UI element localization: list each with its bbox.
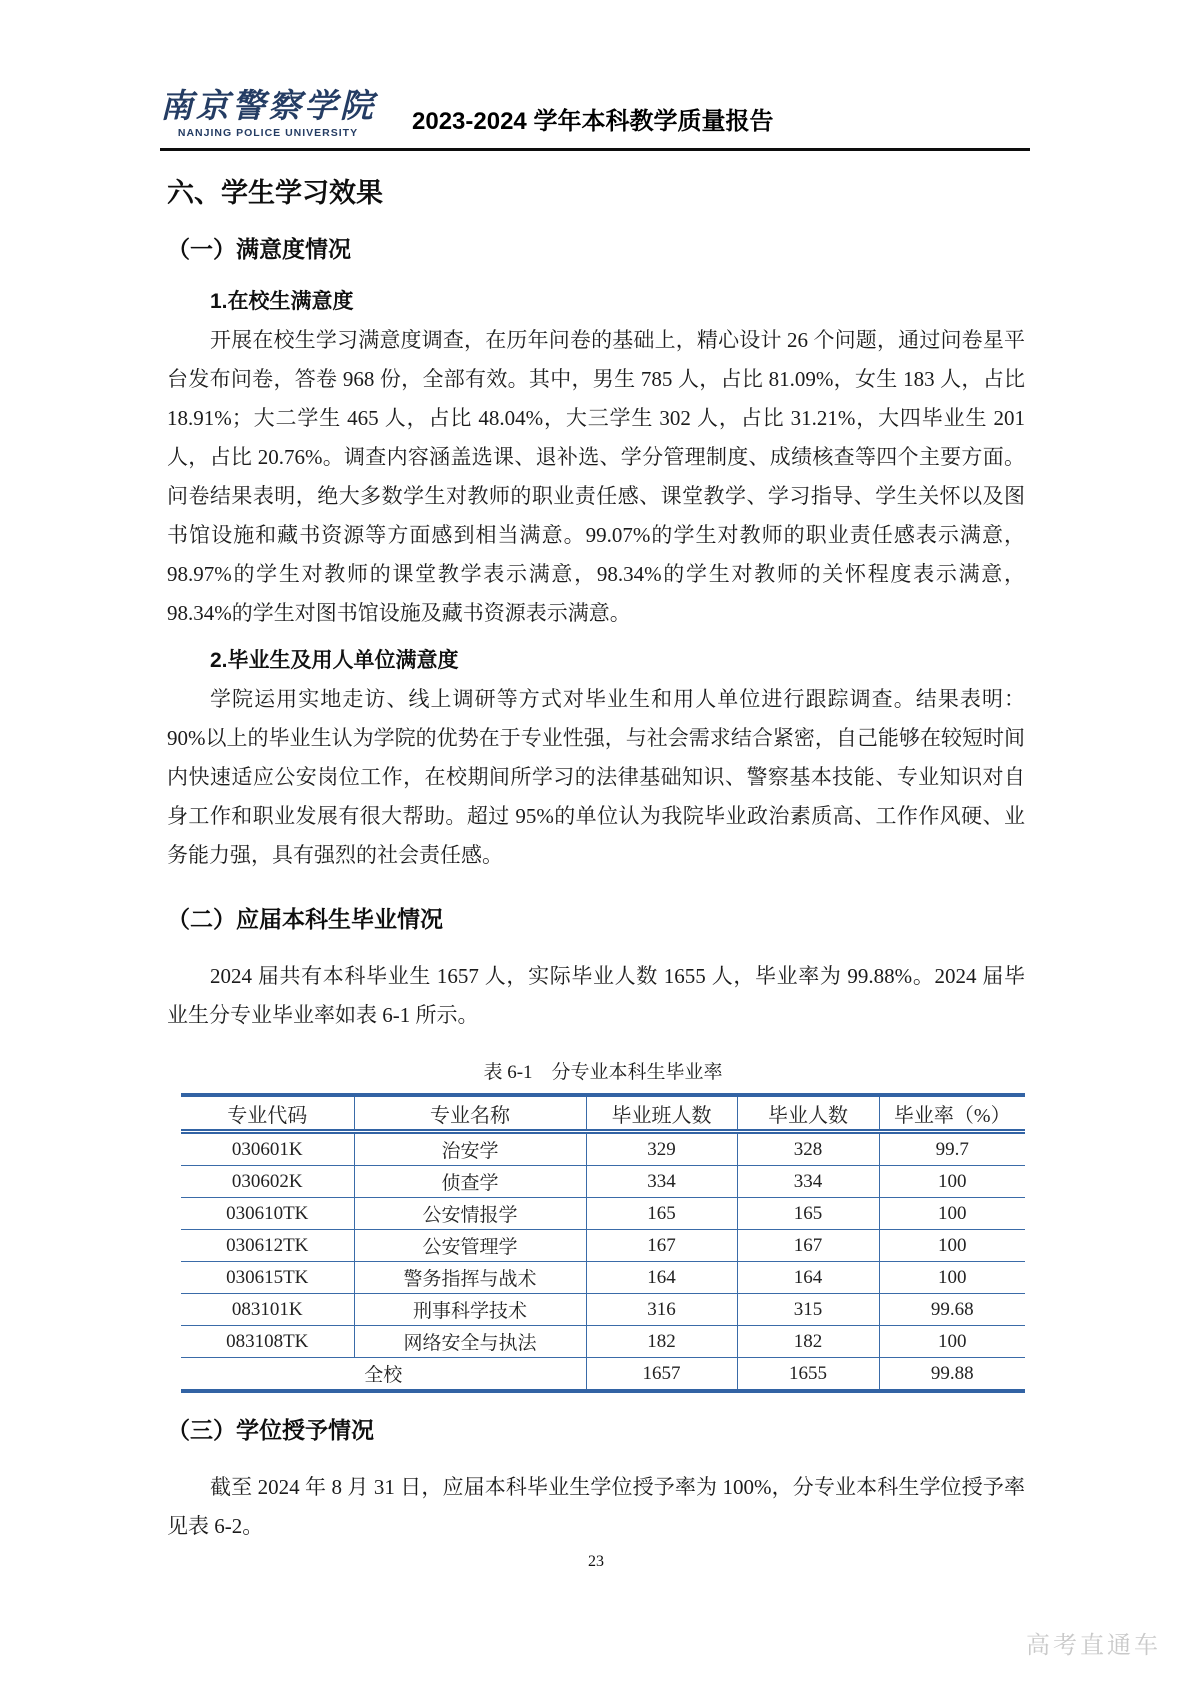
table-row [181, 1326, 1025, 1358]
cell-major-name: 公安管理学 [354, 1230, 586, 1262]
subsection-heading-2: （二）应届本科生毕业情况 [167, 906, 443, 932]
document-body [167, 176, 1025, 1571]
cell-graduates: 315 [737, 1294, 879, 1326]
cell-class-size: 334 [586, 1166, 737, 1198]
cell-major-name: 公安情报学 [354, 1198, 586, 1230]
cell-grad-rate: 100 [879, 1166, 1025, 1198]
table-caption: 表 6-1 分专业本科生毕业率 [483, 1062, 723, 1083]
paragraph-graduate-employer-satisfaction: 学院运用实地走访、线上调研等方式对毕业生和用人单位进行跟踪调查。结果表明：90%以上的毕业生认为学院的优势在于专业性强，与社会需求结合紧密，自己能够在较短时间内快速适应公安岗位工作，在校期间所学习的法律基础知识、警察基本技能、专业知识对自身工作和职业发展有很大帮助。超过 95%的单位认为我院毕业政治素质高、工作作风硬、业务能力强，具有强烈的社会责任感。 [167, 687, 1025, 867]
cell-total-class-size: 1657 [586, 1358, 737, 1392]
cell-class-size: 165 [586, 1198, 737, 1230]
watermark: 高考直通车 [1026, 1632, 1161, 1659]
cell-grad-rate: 100 [879, 1198, 1025, 1230]
university-logo-english: NANJING POLICE UNIVERSITY [177, 127, 359, 139]
cell-graduates: 334 [737, 1166, 879, 1198]
paragraph-degree-award: 截至 2024 年 8 月 31 日，应届本科毕业生学位授予率为 100%，分专业本科生学位授予率见表 6-2。 [167, 1475, 1025, 1538]
cell-class-size: 316 [586, 1294, 737, 1326]
cell-total-grad-rate: 99.88 [879, 1358, 1025, 1392]
table-row [181, 1262, 1025, 1294]
col-header-major-code: 专业代码 [181, 1095, 354, 1132]
cell-major-name: 治安学 [354, 1132, 586, 1166]
paragraph-graduation-overview: 2024 届共有本科毕业生 1657 人，实际毕业人数 1655 人，毕业率为 99.88%。2024 届毕业生分专业毕业率如表 6-1 所示。 [167, 964, 1025, 1027]
cell-grad-rate: 100 [879, 1326, 1025, 1358]
cell-major-code: 030601K [181, 1132, 354, 1166]
table-row [181, 1294, 1025, 1326]
table-row [181, 1230, 1025, 1262]
subsection-heading-1: （一）满意度情况 [167, 236, 351, 262]
cell-class-size: 182 [586, 1326, 737, 1358]
cell-major-code: 030612TK [181, 1230, 354, 1262]
cell-grad-rate: 100 [879, 1230, 1025, 1262]
cell-grad-rate: 99.68 [879, 1294, 1025, 1326]
cell-major-name: 刑事科学技术 [354, 1294, 586, 1326]
paragraph-student-satisfaction: 开展在校生学习满意度调查，在历年问卷的基础上，精心设计 26 个问题，通过问卷星平台发布问卷，答卷 968 份，全部有效。其中，男生 785 人，占比 81.09%，女生 183 人，占比 18.91%；大二学生 465 人，占比 48.04%，大三学生 302 人，占比 31.21%，大四毕业生 201 人，占比 20.76%。调查内容涵盖选课、退补选、学分管理制度、成绩核查等四个主要方面。问卷结果表明，绝大多数学生对教师的职业责任感、课堂教学、学习指导、学生关怀以及图书馆设施和藏书资源等方面感到相当满意。99.07%的学生对教师的职业责任感表示满意，98.97%的学生对教师的课堂教学表示满意，98.34%的学生对教师的关怀程度表示满意，98.34%的学生对图书馆设施及藏书资源表示满意。 [167, 328, 1025, 625]
cell-major-code: 030602K [181, 1166, 354, 1198]
cell-graduates: 165 [737, 1198, 879, 1230]
university-logo [160, 86, 376, 140]
cell-grad-rate: 100 [879, 1262, 1025, 1294]
cell-class-size: 167 [586, 1230, 737, 1262]
table-row [181, 1132, 1025, 1166]
col-header-graduates: 毕业人数 [737, 1095, 879, 1132]
cell-graduates: 328 [737, 1132, 879, 1166]
table-header-row [181, 1095, 1025, 1132]
cell-class-size: 164 [586, 1262, 737, 1294]
cell-graduates: 182 [737, 1326, 879, 1358]
table-row [181, 1166, 1025, 1198]
cell-major-name: 侦查学 [354, 1166, 586, 1198]
table-row [181, 1198, 1025, 1230]
cell-major-code: 030615TK [181, 1262, 354, 1294]
cell-total-graduates: 1655 [737, 1358, 879, 1392]
cell-grad-rate: 99.7 [879, 1132, 1025, 1166]
table-total-row [181, 1358, 1025, 1392]
cell-graduates: 167 [737, 1230, 879, 1262]
page-number: 23 [588, 1553, 604, 1570]
col-header-major-name: 专业名称 [354, 1095, 586, 1132]
subsection-heading-3: （三）学位授予情况 [167, 1417, 374, 1443]
col-header-class-size: 毕业班人数 [586, 1095, 737, 1132]
col-header-grad-rate: 毕业率（%） [879, 1095, 1025, 1132]
cell-total-label: 全校 [181, 1358, 586, 1392]
page-header [160, 86, 1030, 151]
item-heading-1: 1.在校生满意度 [210, 290, 354, 313]
report-title: 2023-2024 学年本科教学质量报告 [412, 108, 774, 135]
item-heading-2: 2.毕业生及用人单位满意度 [210, 649, 459, 672]
cell-major-code: 083108TK [181, 1326, 354, 1358]
cell-major-name: 警务指挥与战术 [354, 1262, 586, 1294]
cell-graduates: 164 [737, 1262, 879, 1294]
cell-major-code: 083101K [181, 1294, 354, 1326]
university-logo-chinese: 南京警察学院 [160, 86, 376, 125]
cell-major-name: 网络安全与执法 [354, 1326, 586, 1358]
section-heading-6: 六、学生学习效果 [167, 178, 383, 208]
cell-major-code: 030610TK [181, 1198, 354, 1230]
graduation-rate-table [181, 1093, 1025, 1393]
cell-class-size: 329 [586, 1132, 737, 1166]
